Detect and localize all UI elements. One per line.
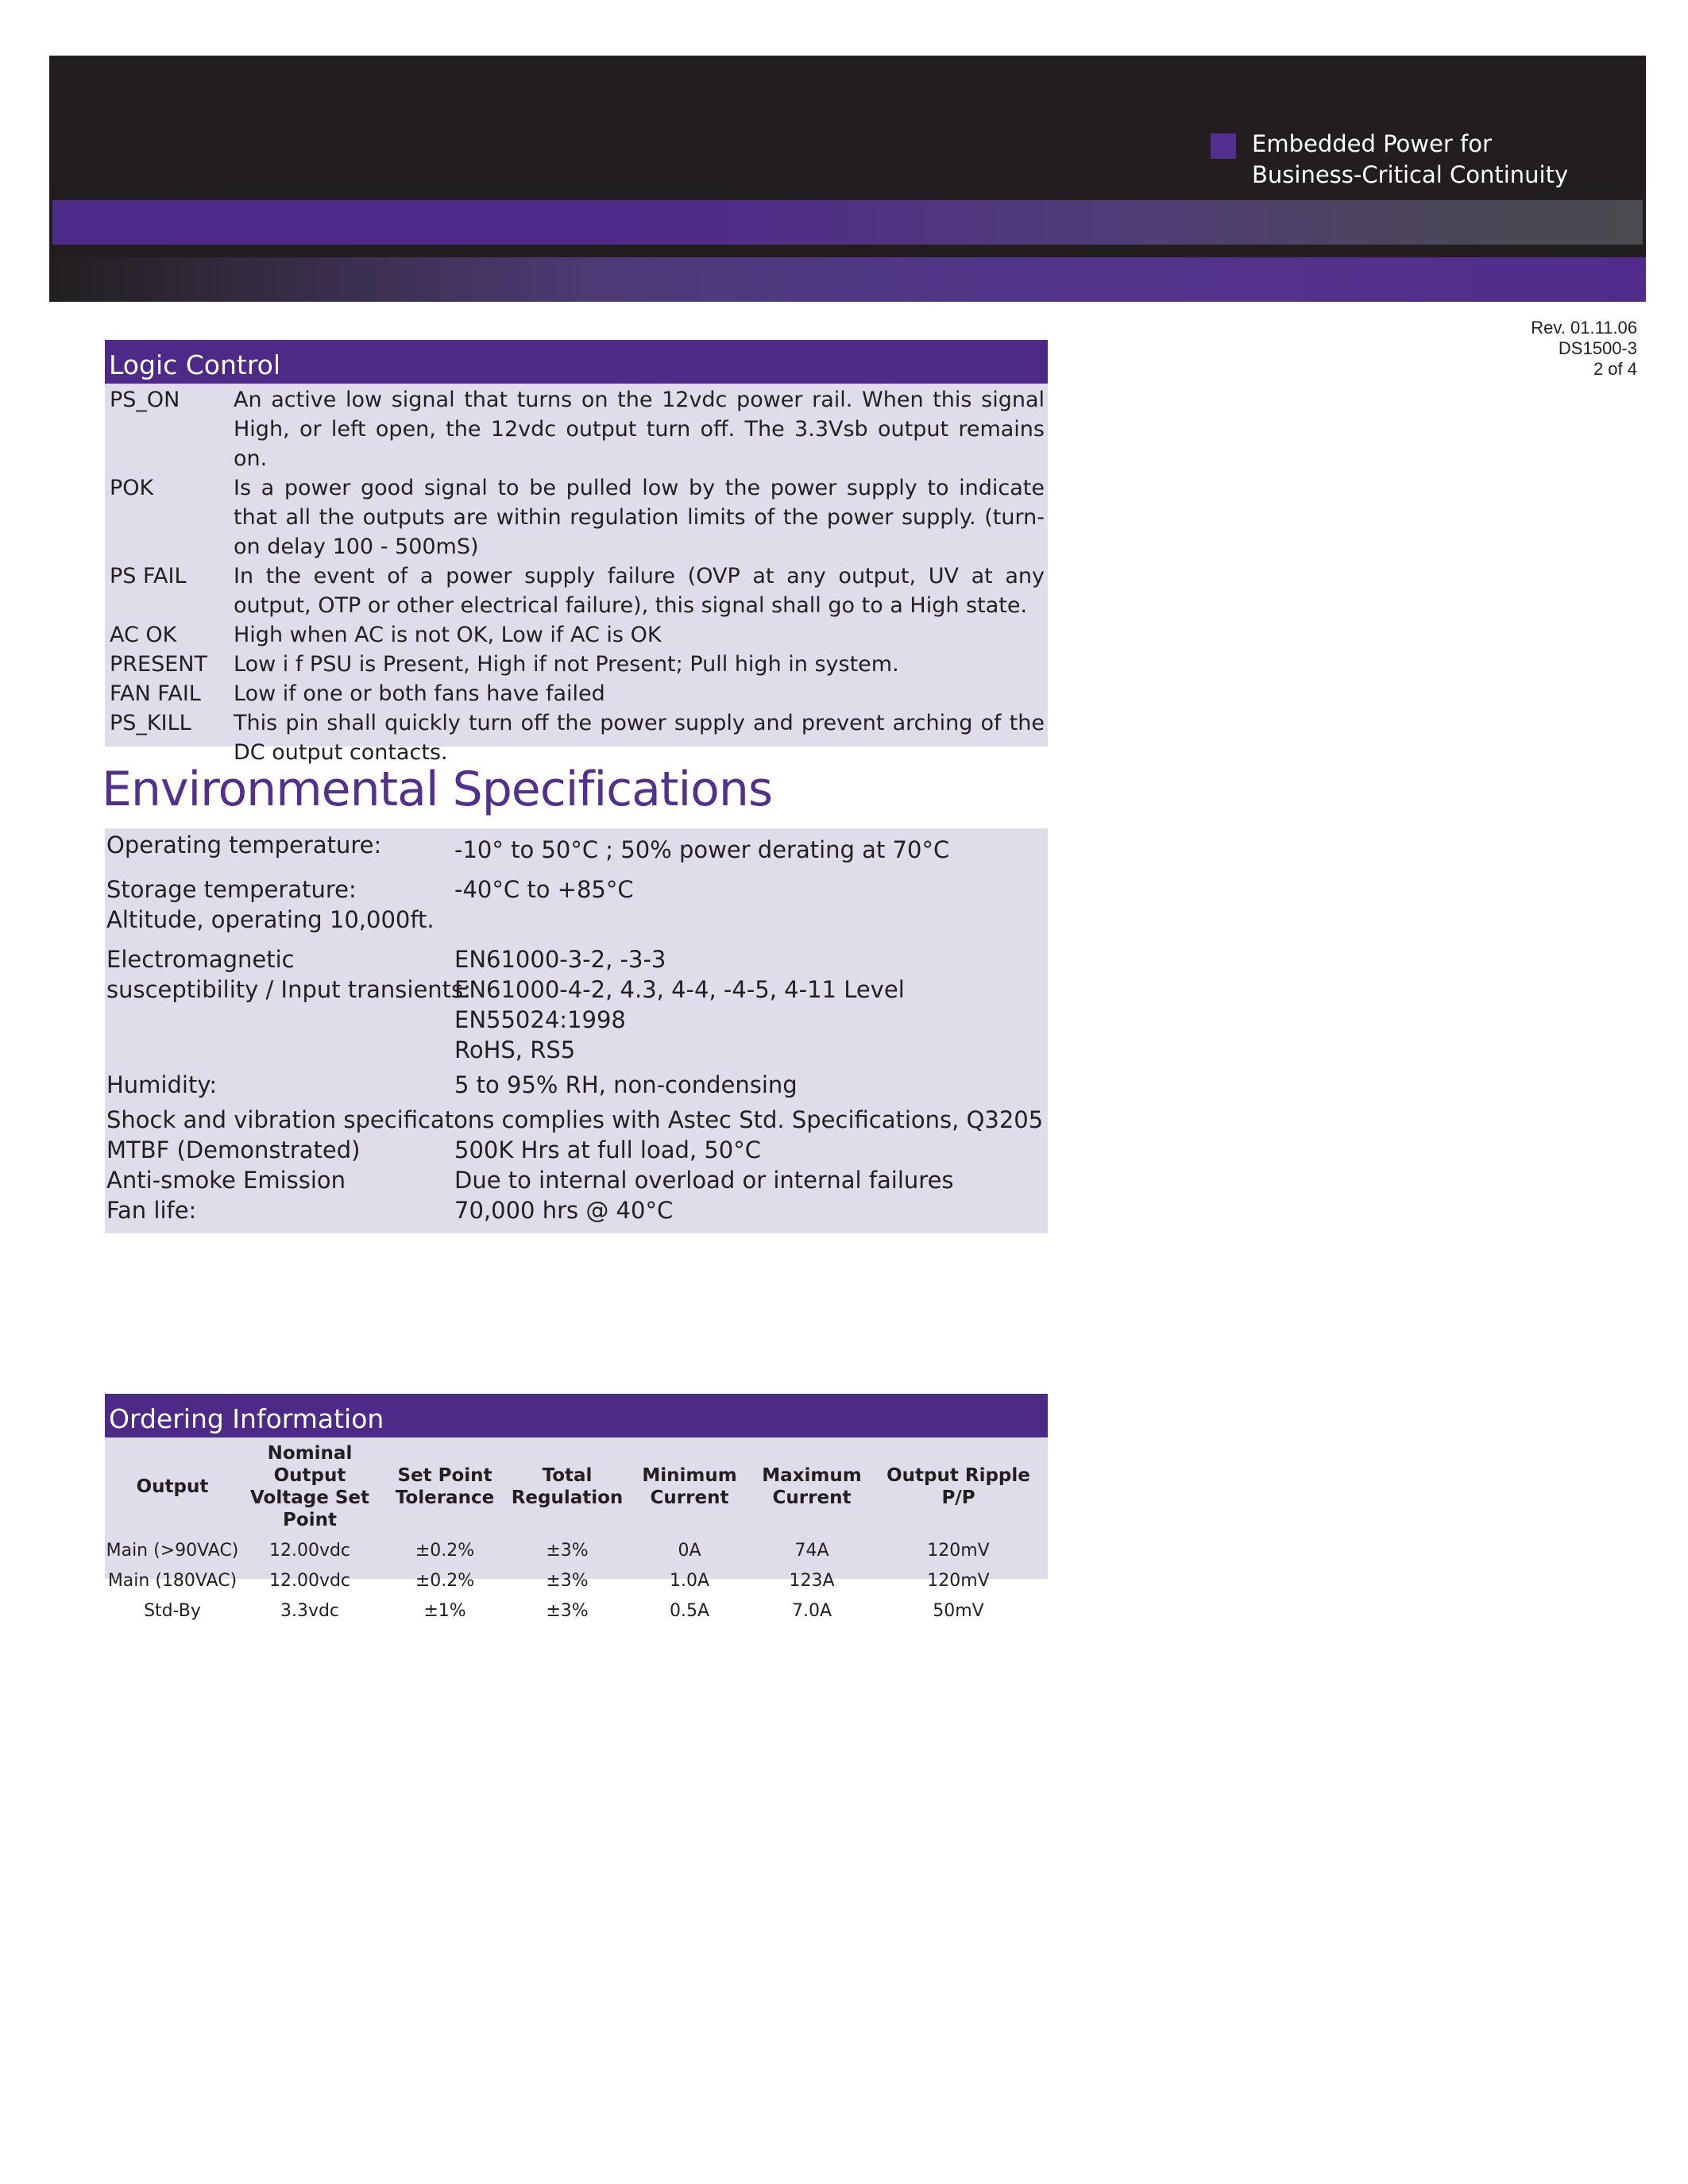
env-row-altitude	[105, 905, 1048, 935]
col-header-set-point-tolerance: Set Point Tolerance	[395, 1465, 495, 1508]
logic-term: PS_KILL	[110, 711, 191, 735]
col-header-total-regulation: Total Regulation	[511, 1465, 624, 1508]
logic-term: PS_ON	[110, 388, 180, 412]
logic-term: PRESENT	[110, 652, 207, 677]
col-header-output: Output	[136, 1476, 209, 1497]
cell-ripple: 50mV	[933, 1601, 984, 1621]
env-emc-value: EN55024:1998	[454, 1006, 626, 1033]
document-number: DS1500-3	[1558, 338, 1637, 358]
ordering-title: Ordering Information	[105, 1394, 1048, 1437]
table-row	[105, 1536, 1048, 1566]
cell-tolerance: ±1%	[423, 1601, 466, 1621]
cell-min-current: 0A	[678, 1541, 701, 1561]
logic-desc: Low i f PSU is Present, High if not Present; Pull high in system.	[234, 652, 899, 677]
header-banner	[49, 56, 1646, 302]
env-emc-value: EN61000-3-2, -3-3	[454, 946, 666, 973]
logic-desc: An active low signal that turns on the 12vdc power rail. When this signal High, or left open, the 12vdc output turn off. The 3.3Vsb output remains on.	[234, 388, 1045, 471]
env-value	[454, 944, 1048, 1065]
cell-max-current: 123A	[789, 1571, 835, 1591]
logic-term: POK	[110, 476, 154, 500]
logic-desc: Is a power good signal to be pulled low by the power supply to indicate that all the outputs are within regulation limits of the power supply. (turn-on delay 100 - 500mS)	[234, 476, 1045, 559]
logic-control-list	[105, 384, 1048, 767]
logic-desc: This pin shall quickly turn off the power supply and prevent arching of the DC output contacts.	[234, 711, 1045, 765]
cell-regulation: ±3%	[546, 1541, 589, 1561]
banner-stripe-upper	[52, 200, 1643, 245]
env-value: -10° to 50°C ; 50% power derating at 70°C	[454, 836, 950, 863]
env-label: MTBF (Demonstrated)	[106, 1136, 361, 1163]
env-altitude: Altitude, operating 10,000ft.	[106, 906, 435, 933]
revision-number: Rev. 01.11.06	[1531, 318, 1637, 338]
env-row-humidity	[105, 1070, 1048, 1100]
logic-control-title: Logic Control	[105, 340, 1048, 384]
cell-output: Main (180VAC)	[107, 1571, 238, 1591]
env-value: -40°C to +85°C	[454, 876, 634, 903]
cell-regulation: ±3%	[546, 1601, 589, 1621]
logic-term: FAN FAIL	[110, 681, 201, 706]
env-row-mtbf	[105, 1135, 1048, 1165]
env-row-fan-life	[105, 1195, 1048, 1225]
table-row	[105, 1596, 1048, 1626]
col-header-nominal-voltage: Nominal Output Voltage Set Point	[250, 1443, 369, 1530]
environmental-section	[105, 828, 1048, 1233]
env-value: 70,000 hrs @ 40°C	[454, 1197, 674, 1224]
revision-block	[1531, 318, 1637, 380]
logic-desc: In the event of a power supply failure (OVP at any output, UV at any output, OTP or other electrical failure), this signal shall go to a High state.	[234, 564, 1045, 618]
cell-max-current: 7.0A	[791, 1601, 832, 1621]
ordering-section	[105, 1394, 1048, 1621]
env-value: Due to internal overload or internal failures	[454, 1167, 954, 1194]
env-shock: Shock and vibration specificatons complies with Astec Std. Specifications, Q3205	[106, 1106, 1044, 1133]
table-row	[105, 1566, 1048, 1596]
environmental-title: Environmental Specifications	[102, 762, 773, 817]
env-emc-label-2: susceptibility / Input transients:	[106, 976, 471, 1003]
cell-output: Main (>90VAC)	[106, 1541, 239, 1561]
cell-tolerance: ±0.2%	[415, 1571, 475, 1591]
col-header-output-ripple: Output Ripple P/P	[886, 1465, 1030, 1508]
env-row-anti-smoke	[105, 1165, 1048, 1195]
logic-desc: High when AC is not OK, Low if AC is OK	[234, 623, 662, 647]
logic-row-ps-on	[105, 385, 1048, 473]
env-label: Operating temperature:	[106, 832, 382, 859]
tagline-line-1: Embedded Power for	[1252, 130, 1492, 157]
env-emc-value: RoHS, RS5	[454, 1036, 576, 1063]
cell-voltage: 3.3vdc	[280, 1601, 340, 1621]
logic-control-section	[105, 340, 1048, 765]
env-row-emc	[105, 944, 1048, 1065]
tagline-line-2: Business-Critical Continuity	[1252, 161, 1569, 188]
cell-ripple: 120mV	[927, 1541, 990, 1561]
env-row-operating-temp	[105, 830, 1048, 865]
env-value: 5 to 95% RH, non-condensing	[454, 1071, 798, 1098]
cell-voltage: 12.00vdc	[268, 1571, 351, 1591]
cell-voltage: 12.00vdc	[268, 1541, 351, 1561]
env-row-storage-temp	[105, 874, 1048, 905]
cell-regulation: ±3%	[546, 1571, 589, 1591]
env-label: Storage temperature:	[106, 876, 357, 903]
logic-row-ps-kill	[105, 708, 1048, 767]
logic-row-ps-fail	[105, 561, 1048, 620]
env-value: 500K Hrs at full load, 50°C	[454, 1136, 761, 1163]
cell-output: Std-By	[144, 1601, 201, 1621]
cell-min-current: 1.0A	[669, 1571, 710, 1591]
env-label: Anti-smoke Emission	[106, 1167, 346, 1194]
env-label	[105, 944, 471, 1065]
cell-max-current: 74A	[794, 1541, 829, 1561]
tagline-text	[1252, 129, 1568, 191]
env-label: Fan life:	[106, 1197, 197, 1224]
env-emc-label-1: Electromagnetic	[106, 946, 295, 973]
tagline-square-icon	[1211, 133, 1236, 159]
env-row-shock	[105, 1105, 1048, 1135]
col-header-maximum-current: Maximum Current	[762, 1465, 862, 1508]
banner-stripe-lower	[49, 257, 1646, 302]
cell-ripple: 120mV	[927, 1571, 990, 1591]
logic-desc: Low if one or both fans have failed	[234, 681, 605, 706]
logic-row-fan-fail	[105, 679, 1048, 708]
logic-term: PS FAIL	[110, 564, 187, 588]
logic-row-pok	[105, 473, 1048, 561]
cell-tolerance: ±0.2%	[415, 1541, 475, 1561]
page-number: 2 of 4	[1593, 359, 1637, 379]
env-label: Humidity:	[106, 1071, 218, 1098]
cell-min-current: 0.5A	[669, 1601, 710, 1621]
env-emc-value: EN61000-4-2, 4.3, 4-4, -4-5, 4-11 Level	[454, 976, 905, 1003]
logic-row-ac-ok	[105, 620, 1048, 650]
logic-row-present	[105, 650, 1048, 679]
col-header-minimum-current: Minimum Current	[642, 1465, 737, 1508]
ordering-table	[105, 1437, 1048, 1626]
ordering-header-row	[105, 1437, 1048, 1536]
logic-term: AC OK	[110, 623, 177, 647]
